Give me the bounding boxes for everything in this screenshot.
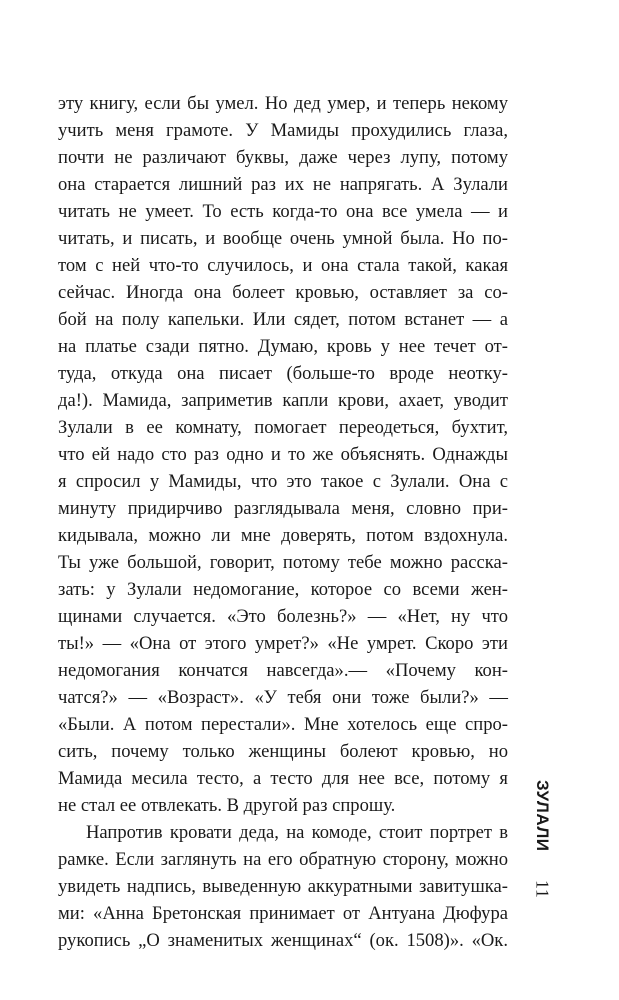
text-line: недомогания кончатся навсегда».— «Почему кон- — [58, 660, 508, 681]
text-line: учить меня грамоте. У Мамиды прохудились глаза, — [58, 120, 508, 141]
text-line: увидеть надпись, выведенную аккуратными завитушка- — [58, 876, 508, 897]
text-line: читать не умеет. То есть когда-то она все умела — и — [58, 201, 508, 222]
text-line: Напротив кровати деда, на комоде, стоит портрет в — [86, 822, 508, 843]
text-line: сить, почему только женщины болеют кровью, но — [58, 741, 508, 762]
body-text — [58, 90, 508, 954]
text-line: Зулали в ее комнату, помогает переодеться, бухтит, — [58, 417, 508, 438]
text-line: ми: «Анна Бретонская принимает от Антуана Дюфура — [58, 903, 508, 924]
text-line: бой на полу капельки. Или сядет, потом встанет — а — [58, 309, 508, 330]
text-line: что ей надо сто раз одно и то же объяснять. Однажды — [58, 444, 508, 465]
text-line: чатся?» — «Возраст». «У тебя они тоже были?» — — [58, 687, 508, 708]
text-line: почти не различают буквы, даже через лупу, потому — [58, 147, 508, 168]
text-line: кидывала, можно ли мне доверять, потом вздохнула. — [58, 525, 508, 546]
text-line: читать, и писать, и вообще очень умной была. Но по- — [58, 228, 508, 249]
text-line: не стал ее отвлекать. В другой раз спрошу. — [58, 795, 396, 816]
text-line: том с ней что-то случилось, и она стала такой, какая — [58, 255, 508, 276]
text-line: зать: у Зулали недомогание, которое со всеми жен- — [58, 579, 508, 600]
page-number: 11 — [532, 879, 553, 898]
text-line: минуту придирчиво разглядывала меня, словно при- — [58, 498, 508, 519]
running-head — [530, 780, 554, 900]
text-line: она старается лишний раз их не напрягать. А Зулали — [58, 174, 508, 195]
text-line: щинами случается. «Это болезнь?» — «Нет, ну что — [58, 606, 508, 627]
text-line: «Были. А потом перестали». Мне хотелось еще спро- — [58, 714, 508, 735]
text-line: Ты уже большой, говорит, потому тебе можно расска- — [58, 552, 508, 573]
running-head-title: ЗУЛАЛИ — [533, 780, 552, 852]
text-line: рамке. Если заглянуть на его обратную сторону, можно — [58, 849, 508, 870]
text-line: Мамида месила тесто, а тесто для нее все, потому я — [58, 768, 508, 789]
text-line: туда, откуда она писает (больше-то вроде неотку- — [58, 363, 508, 384]
text-line: да!). Мамида, заприметив капли крови, ахает, уводит — [58, 390, 508, 411]
text-line: эту книгу, если бы умел. Но дед умер, и теперь некому — [58, 93, 508, 114]
text-line: рукопись „О знаменитых женщинах“ (ок. 1508)». «Ок. — [58, 930, 508, 951]
text-line: сейчас. Иногда она болеет кровью, оставляет за со- — [58, 282, 508, 303]
text-line: я спросил у Мамиды, что это такое с Зулали. Она с — [58, 471, 508, 492]
text-line: на платье сзади пятно. Думаю, кровь у нее течет от- — [58, 336, 508, 357]
text-line: ты!» — «Она от этого умрет?» «Не умрет. Скоро эти — [58, 633, 508, 654]
